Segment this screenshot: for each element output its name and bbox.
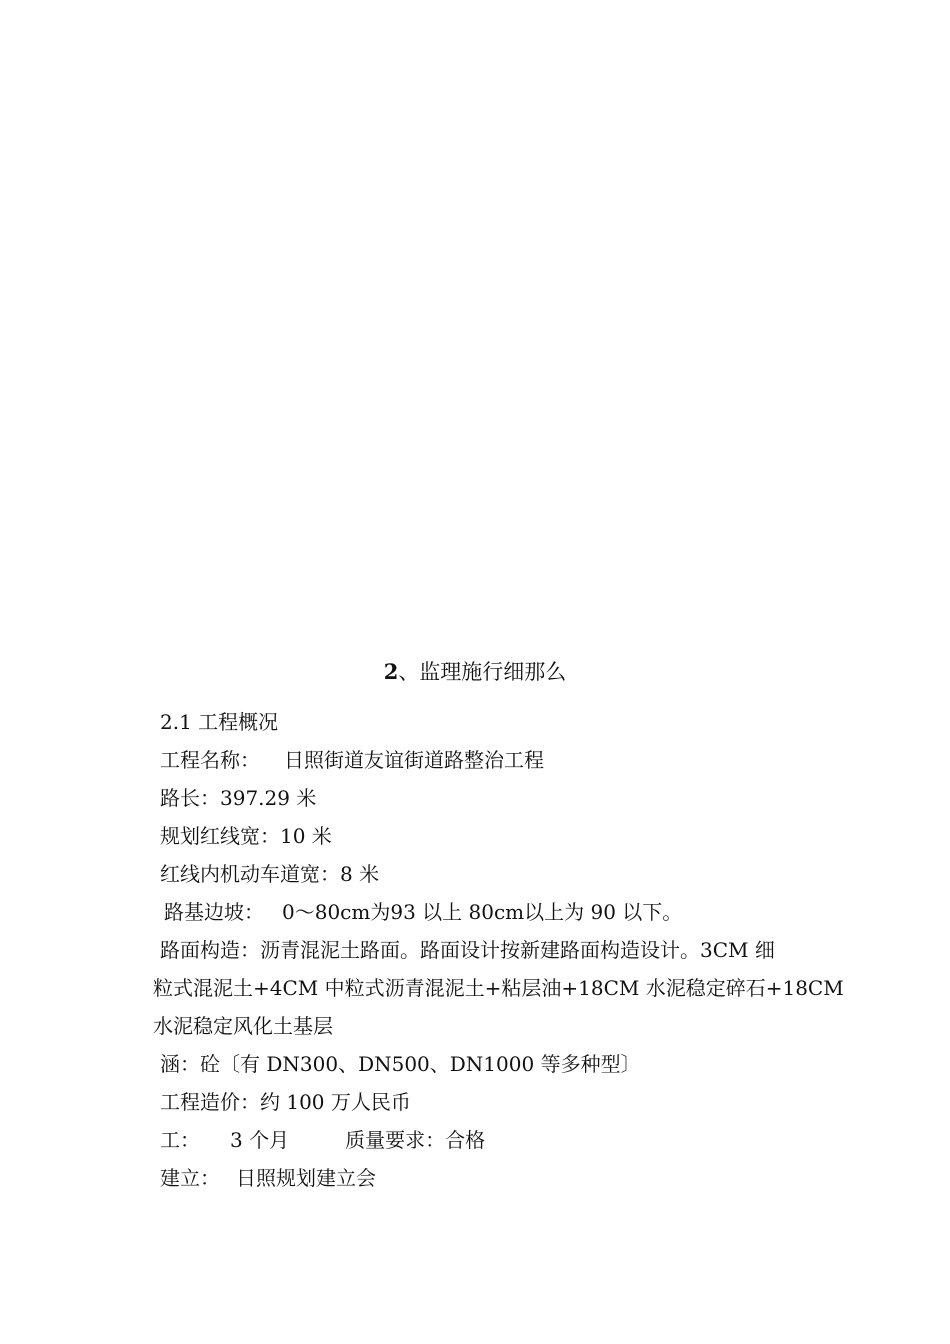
heading-title: 、监理施行细那么 (398, 660, 567, 684)
project-name-line (160, 746, 544, 774)
quality-label: 质量要求： (345, 1128, 446, 1152)
duration-label: 工： (160, 1128, 200, 1152)
project-name-label: 工程名称： (160, 748, 260, 772)
duration-value: 3 个月 (230, 1128, 290, 1152)
lane-width-line: 红线内机动车道宽：8 米 (160, 862, 380, 886)
heading-number: 2 (383, 659, 399, 684)
subgrade-slope-value: 0～80cm为93 以上 80cm以上为 90 以下。 (282, 900, 683, 924)
section-heading (0, 658, 950, 686)
subsection-title: 2.1 工程概况 (160, 710, 279, 734)
duration-line (160, 1126, 485, 1154)
road-length-line: 路长：397.29 米 (160, 786, 317, 810)
builder-label: 建立： (160, 1166, 220, 1190)
quality-value: 合格 (445, 1128, 486, 1152)
culvert-line: 涵：砼〔有 DN300、DN500、DN1000 等多种型〕 (160, 1052, 641, 1076)
builder-line (160, 1164, 376, 1192)
cost-line: 工程造价：约 100 万人民币 (160, 1090, 411, 1114)
pavement-line-3: 水泥稳定风化土基层 (153, 1014, 333, 1038)
pavement-line-2: 粒式混泥土+4CM 中粒式沥青混泥土+粘层油+18CM 水泥稳定碎石+18CM (153, 976, 844, 1000)
pavement-line-1: 路面构造：沥青混泥土路面。路面设计按新建路面构造设计。3CM 细 (160, 938, 775, 962)
builder-value: 日照规划建立会 (236, 1166, 376, 1190)
subgrade-slope-label: 路基边坡： (164, 900, 264, 924)
project-name-value: 日照街道友谊街道路整治工程 (284, 748, 544, 772)
red-line-width-line: 规划红线宽：10 米 (160, 824, 332, 848)
subgrade-slope-line (164, 898, 682, 926)
